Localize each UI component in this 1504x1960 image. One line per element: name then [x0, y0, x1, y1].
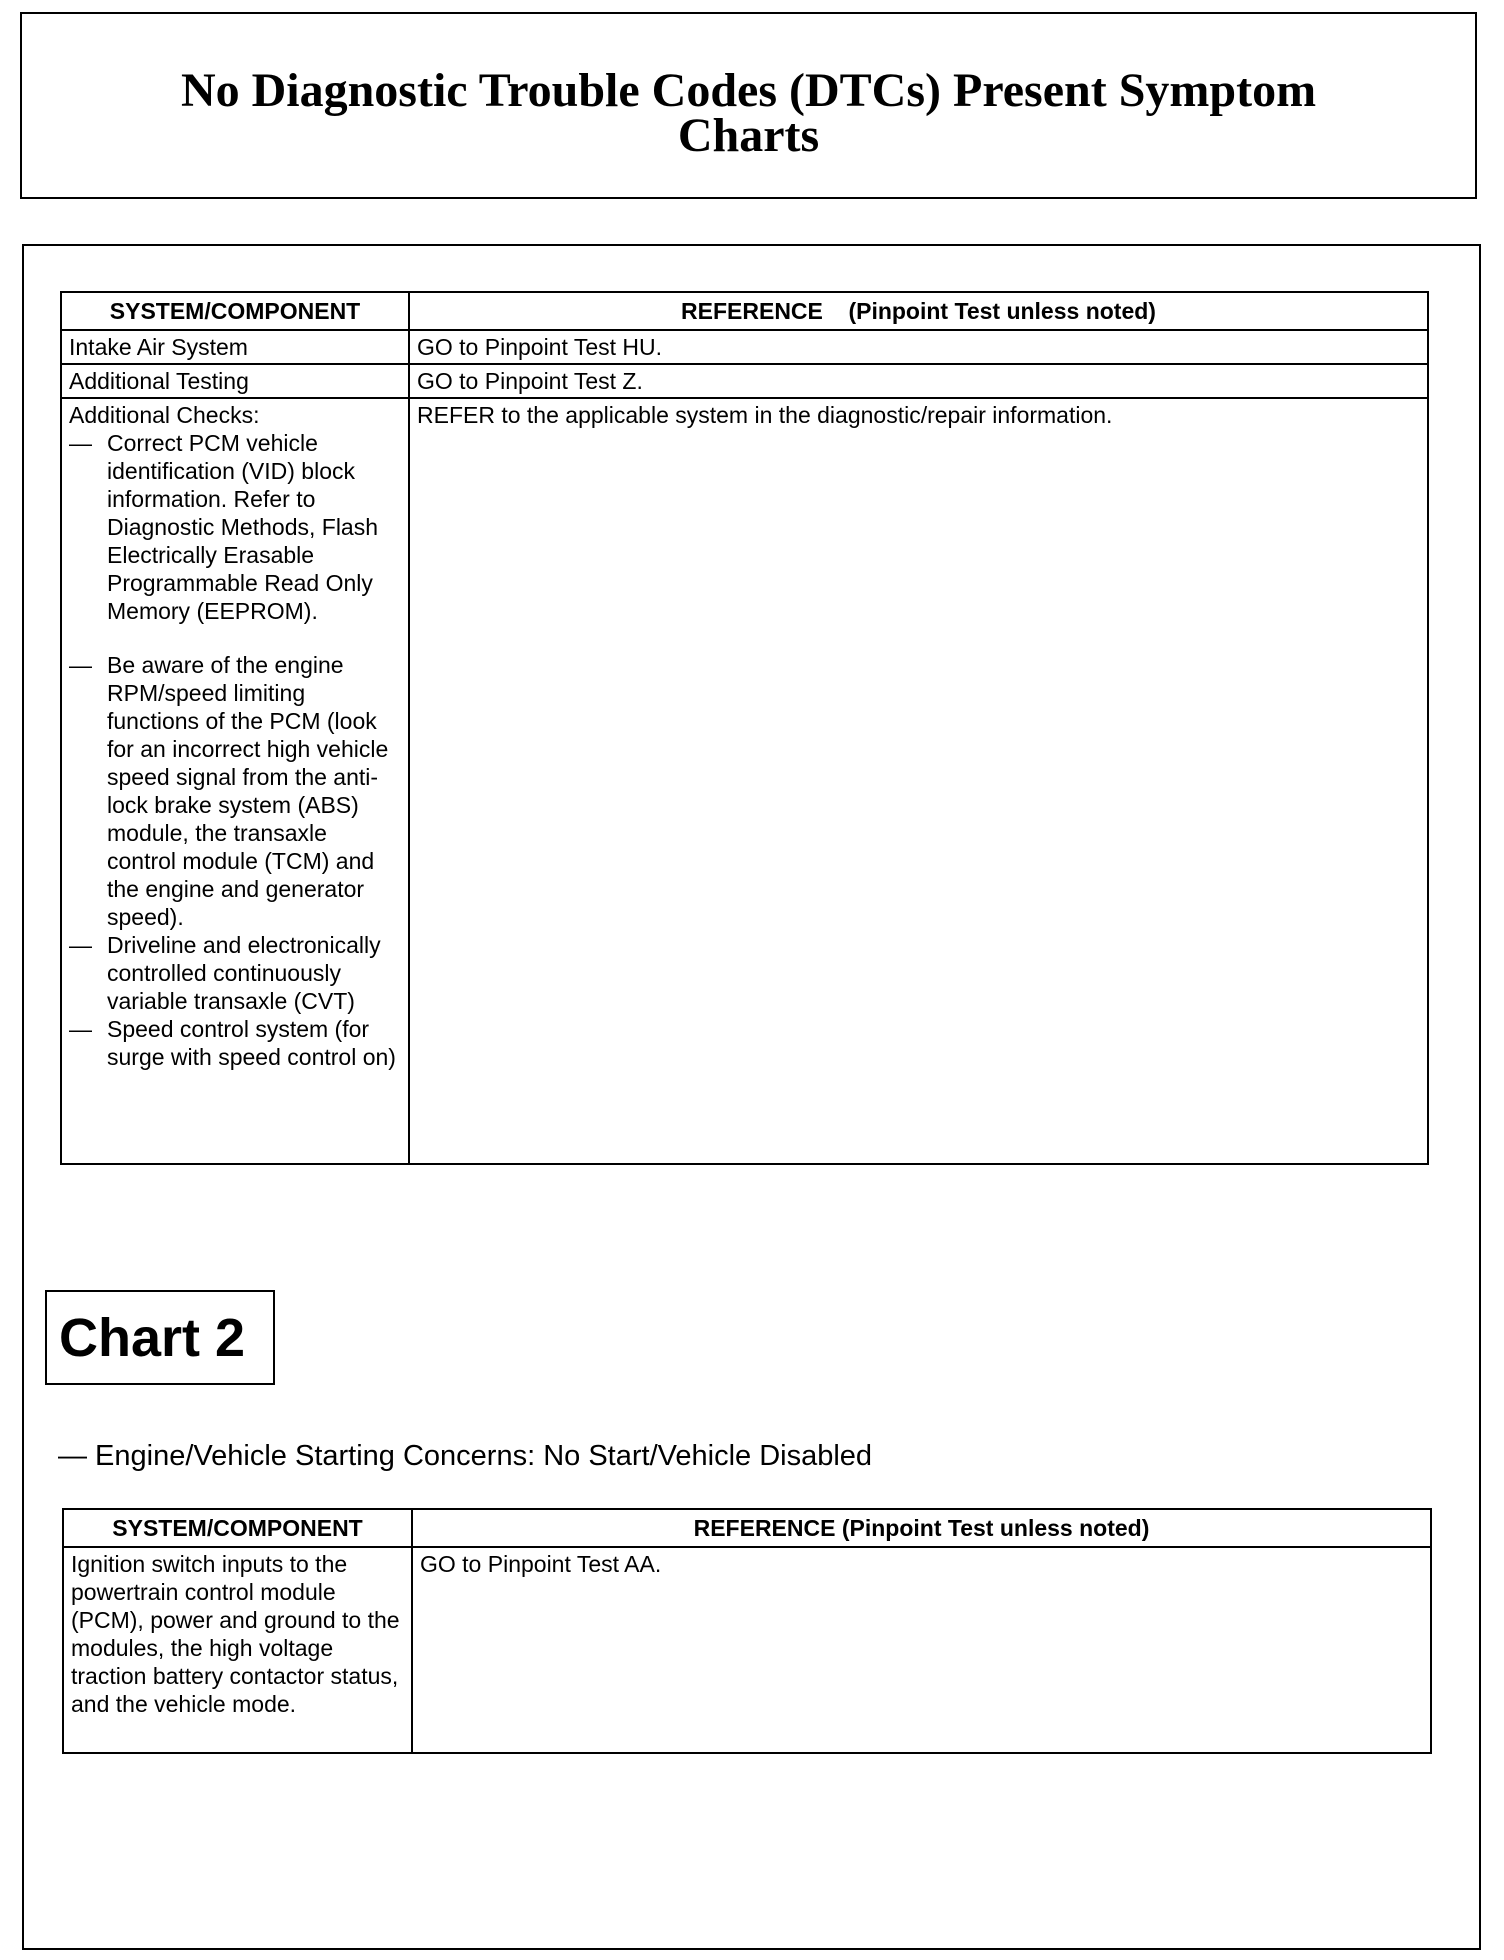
column-header-system: SYSTEM/COMPONENT [61, 292, 409, 330]
page-title-line-2: Charts [677, 109, 820, 162]
list-item: — Be aware of the engine RPM/speed limiting functions of the PCM (look for an incorrect high vehicle speed signal from the anti-lock brake system (ABS) module, the transaxle control module (TCM) and the engine and generator speed). [69, 651, 401, 931]
table-header-row [63, 1509, 1431, 1547]
title-box [20, 12, 1477, 199]
table-row [61, 364, 1428, 398]
table-row [63, 1547, 1431, 1753]
additional-checks-title: Additional Checks: [69, 402, 260, 428]
system-cell [61, 398, 409, 1164]
symptom-table-2 [62, 1508, 1432, 1754]
list-item: — Driveline and electronically controlled continuously variable transaxle (CVT) [69, 931, 401, 1015]
chart-label: Chart 2 [59, 1308, 246, 1368]
chart-subtitle: — Engine/Vehicle Starting Concerns: No Start/Vehicle Disabled [58, 1440, 873, 1472]
reference-cell: GO to Pinpoint Test HU. [409, 330, 1428, 364]
page-title [22, 64, 1475, 162]
table-row [61, 330, 1428, 364]
table-header-row [61, 292, 1428, 330]
additional-checks-list [69, 429, 401, 1071]
reference-cell: GO to Pinpoint Test Z. [409, 364, 1428, 398]
system-cell: Ignition switch inputs to the powertrain control module (PCM), power and ground to the modules, the high voltage traction battery contactor status, and the vehicle mode. [63, 1547, 412, 1753]
column-header-reference: REFERENCE (Pinpoint Test unless noted) [409, 292, 1428, 330]
reference-cell: REFER to the applicable system in the diagnostic/repair information. [409, 398, 1428, 1164]
system-cell: Intake Air System [61, 330, 409, 364]
page-title-line-1: No Diagnostic Trouble Codes (DTCs) Present Symptom [180, 64, 1317, 117]
column-header-reference: REFERENCE (Pinpoint Test unless noted) [412, 1509, 1431, 1547]
symptom-table-1 [60, 291, 1429, 1165]
chart-label-box [45, 1290, 275, 1385]
table-row [61, 398, 1428, 1164]
list-item: — Correct PCM vehicle identification (VID) block information. Refer to Diagnostic Methods, Flash Electrically Erasable Programmable Read Only Memory (EEPROM). [69, 429, 401, 625]
list-item: — Speed control system (for surge with speed control on) [69, 1015, 401, 1071]
reference-cell: GO to Pinpoint Test AA. [412, 1547, 1431, 1753]
system-cell: Additional Testing [61, 364, 409, 398]
column-header-system: SYSTEM/COMPONENT [63, 1509, 412, 1547]
